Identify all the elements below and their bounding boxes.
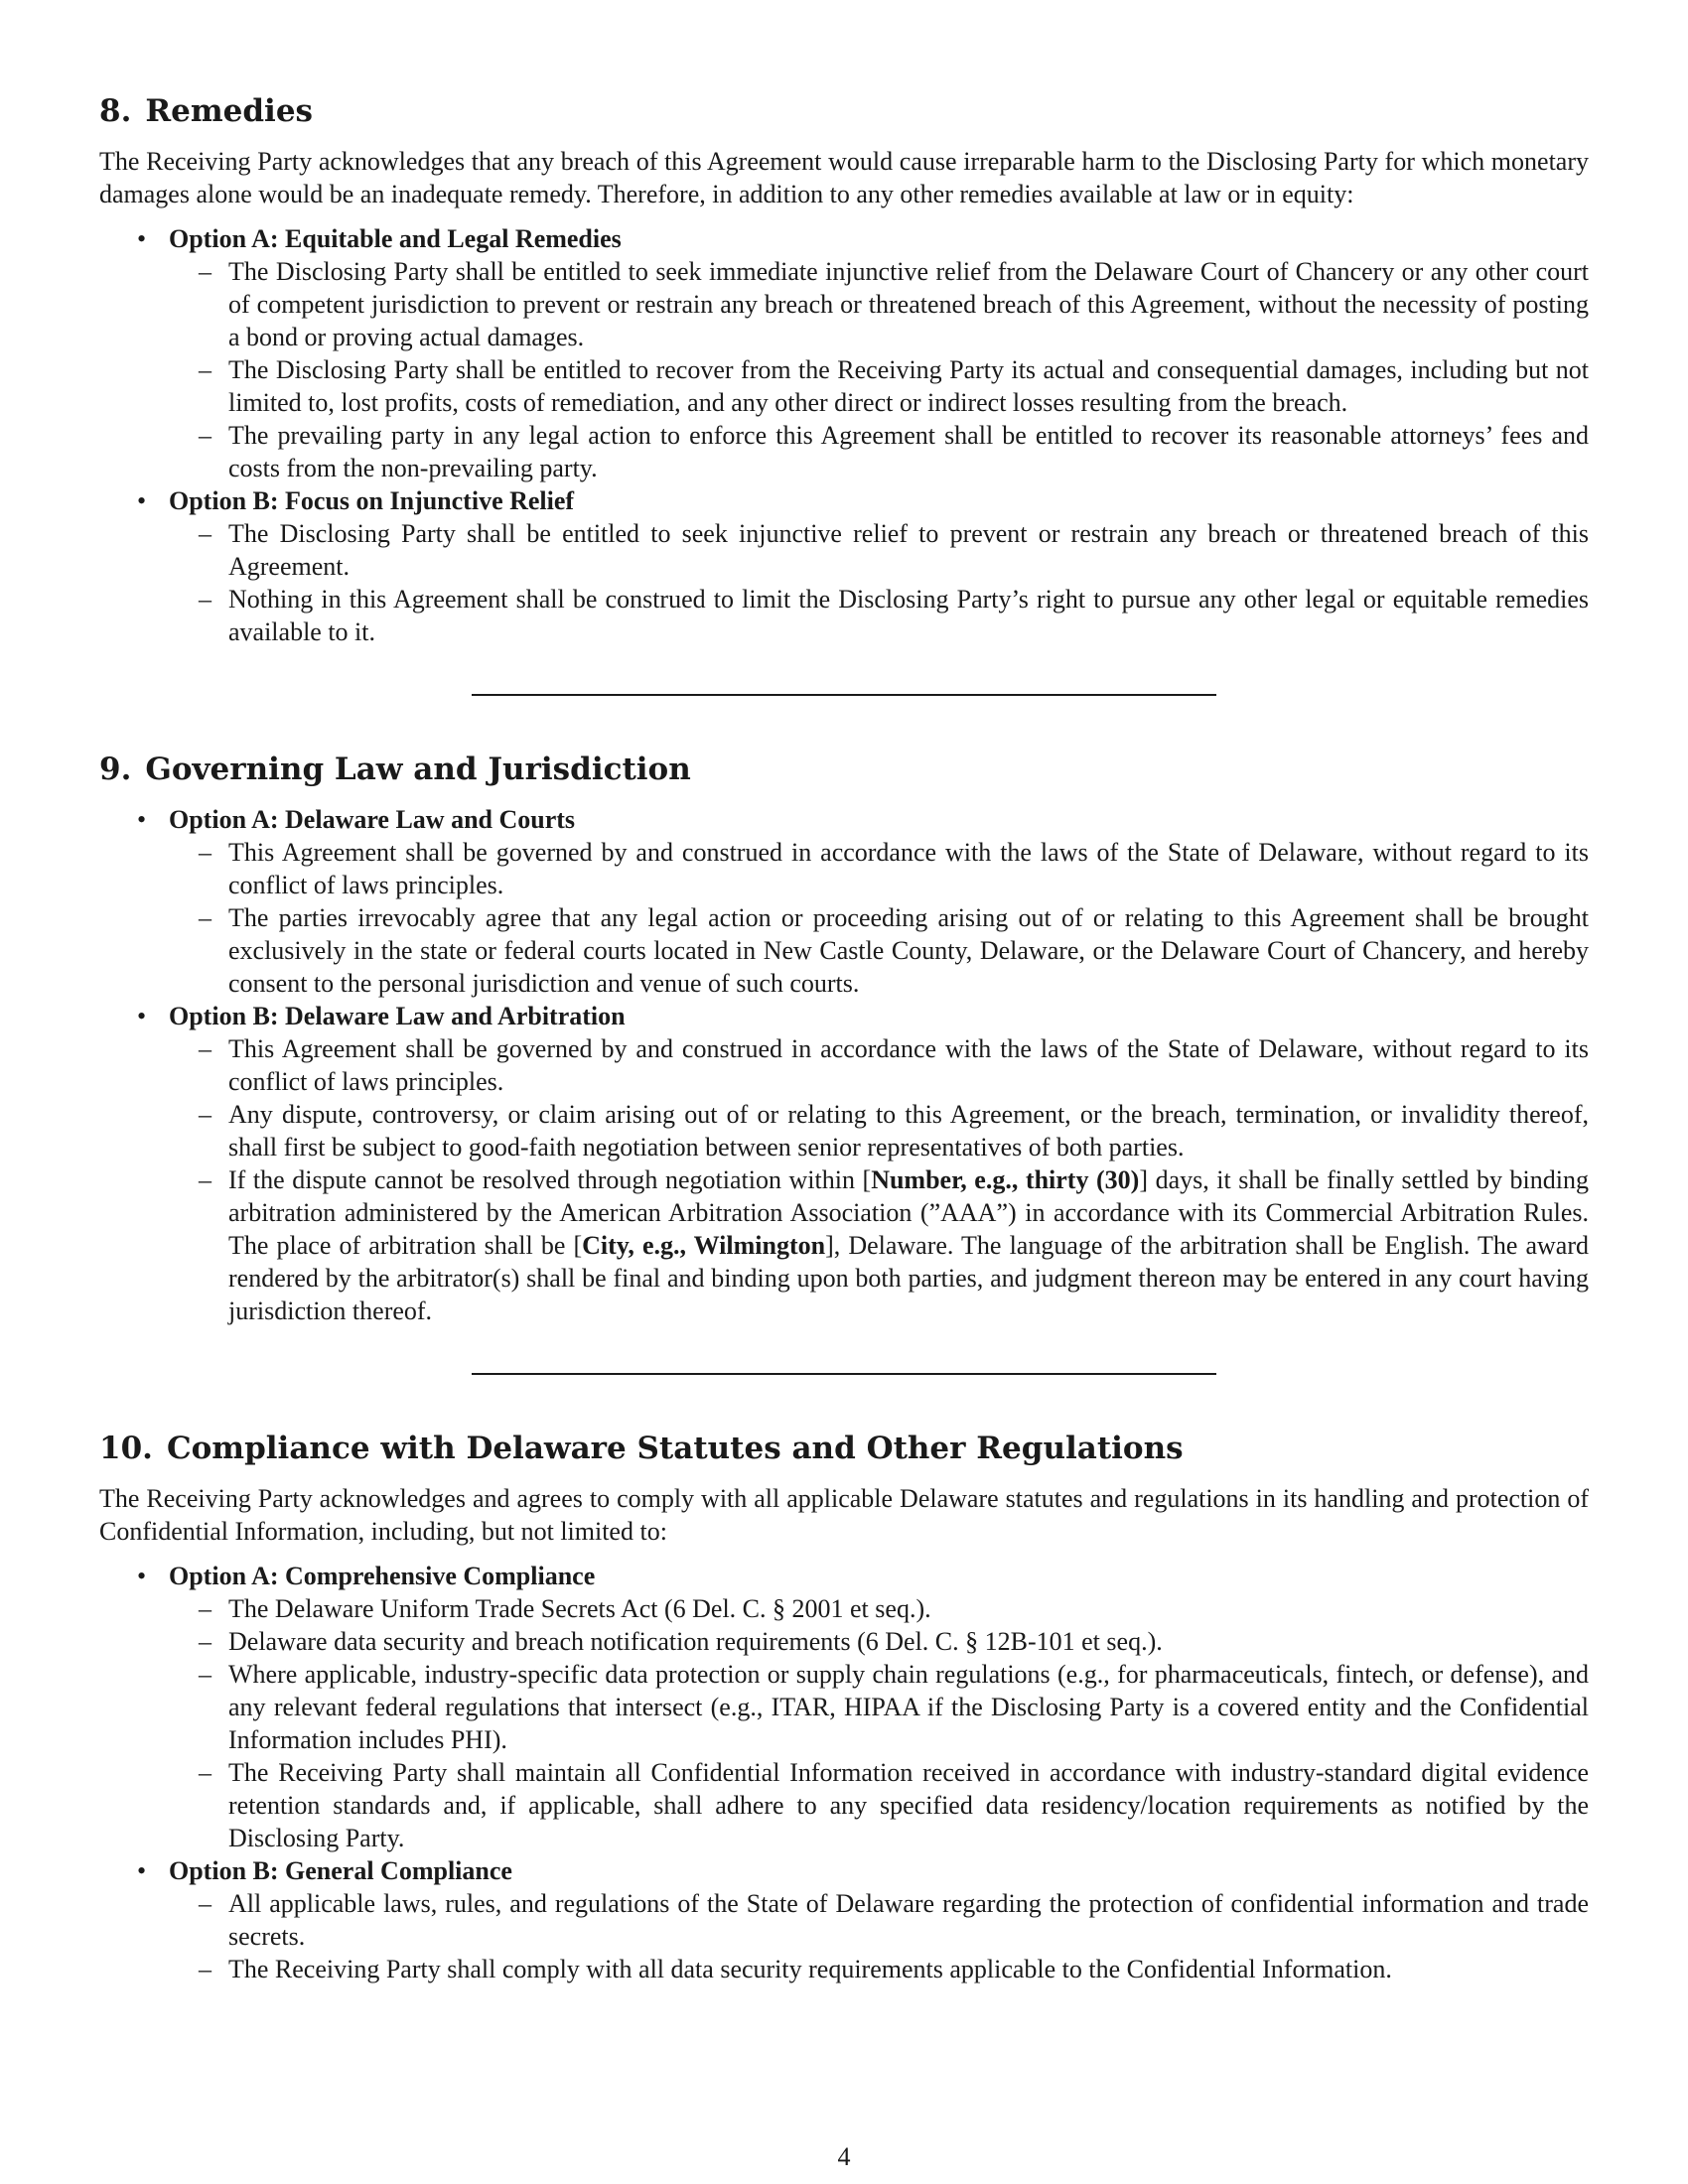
option-title: Option A: Equitable and Legal Remedies <box>169 224 622 253</box>
sub-list <box>169 255 1589 484</box>
option-b <box>99 1000 1589 1327</box>
sub-item: – This Agreement shall be governed by and construed in accordance with the laws of the State of Delaware, without regard to its conflict of laws principles. <box>169 836 1589 901</box>
option-title: Option A: Comprehensive Compliance <box>169 1562 596 1590</box>
option-b <box>99 1854 1589 1985</box>
page-content <box>99 91 1589 1985</box>
text-run: ] days, it shall be finally settled by binding arbitration administered by the American Arbitration Association (”AAA”) in accordance with its Commercial Arbitration Rules. The place of arbitration shall be [ <box>228 1165 1589 1260</box>
text-run: If the dispute cannot be resolved through negotiation within [ <box>228 1165 872 1194</box>
section-number: 9. <box>99 751 132 787</box>
option-title: Option B: General Compliance <box>169 1856 512 1885</box>
section-intro: The Receiving Party acknowledges that any breach of this Agreement would cause irreparable harm to the Disclosing Party for which monetary damages alone would be an inadequate remedy. Therefore, in addition to any other remedies available at law or in equity: <box>99 147 1589 208</box>
option-list <box>99 803 1589 1327</box>
sub-list <box>169 1887 1589 1985</box>
sub-item: – The Disclosing Party shall be entitled to seek immediate injunctive relief from the Delaware Court of Chancery or any other court of competent jurisdiction to prevent or restrain any breach or threatened breach of this Agreement, without the necessity of posting a bond or proving actual damages. <box>169 255 1589 353</box>
placeholder-city: City, e.g., Wilmington <box>582 1231 826 1260</box>
section-title: Compliance with Delaware Statutes and Other Regulations <box>166 1431 1184 1466</box>
section-number: 8. <box>99 93 132 129</box>
section-divider <box>472 694 1216 696</box>
sub-item-arbitration <box>169 1163 1589 1327</box>
section-title: Remedies <box>145 93 314 129</box>
section-intro: The Receiving Party acknowledges and agrees to comply with all applicable Delaware statutes and regulations in its handling and protection of Confidential Information, including, but not limited to: <box>99 1484 1589 1546</box>
sub-item: – All applicable laws, rules, and regulations of the State of Delaware regarding the protection of confidential information and trade secrets. <box>169 1887 1589 1953</box>
sub-item: – The Disclosing Party shall be entitled to seek injunctive relief to prevent or restrain any breach or threatened breach of this Agreement. <box>169 517 1589 583</box>
sub-item: – The Delaware Uniform Trade Secrets Act (6 Del. C. § 2001 et seq.). <box>169 1592 1589 1625</box>
sub-list <box>169 517 1589 648</box>
option-title: Option B: Focus on Injunctive Relief <box>169 486 575 515</box>
option-title: Option B: Delaware Law and Arbitration <box>169 1002 626 1030</box>
text-run: ], Delaware. The language of the arbitration shall be English. The award rendered by the arbitrator(s) shall be final and binding upon both parties, and judgment thereon may be entered in any court having jurisdiction thereof. <box>228 1231 1589 1325</box>
placeholder-number: Number, e.g., thirty (30) <box>871 1165 1140 1194</box>
sub-item: – The Receiving Party shall maintain all Confidential Information received in accordance with industry-standard digital evidence retention standards and, if applicable, shall adhere to any specified data residency/location requirements as notified by the Disclosing Party. <box>169 1756 1589 1854</box>
page-number: 4 <box>837 2142 851 2171</box>
option-list <box>99 222 1589 648</box>
section-heading <box>99 91 1589 131</box>
sub-item: – The parties irrevocably agree that any legal action or proceeding arising out of or relating to this Agreement shall be brought exclusively in the state or federal courts located in New Castle County, Delaware, or the Delaware Court of Chancery, and hereby consent to the personal jurisdiction and venue of such courts. <box>169 901 1589 1000</box>
sub-item: – The Disclosing Party shall be entitled to recover from the Receiving Party its actual and consequential damages, including but not limited to, lost profits, costs of remediation, and any other direct or indirect losses resulting from the breach. <box>169 353 1589 419</box>
sub-item: – The Receiving Party shall comply with all data security requirements applicable to the Confidential Information. <box>169 1953 1589 1985</box>
option-a <box>99 803 1589 1000</box>
sub-list <box>169 836 1589 1000</box>
sub-item: – Any dispute, controversy, or claim arising out of or relating to this Agreement, or the breach, termination, or invalidity thereof, shall first be subject to good-faith negotiation between senior representatives of both parties. <box>169 1098 1589 1163</box>
section-compliance <box>99 1429 1589 1985</box>
option-title: Option A: Delaware Law and Courts <box>169 805 576 834</box>
section-divider <box>472 1373 1216 1375</box>
option-list <box>99 1560 1589 1985</box>
sub-list <box>169 1592 1589 1854</box>
sub-item: – This Agreement shall be governed by and construed in accordance with the laws of the State of Delaware, without regard to its conflict of laws principles. <box>169 1032 1589 1098</box>
section-governing-law <box>99 750 1589 1327</box>
sub-list <box>169 1032 1589 1327</box>
sub-item: – Nothing in this Agreement shall be construed to limit the Disclosing Party’s right to pursue any other legal or equitable remedies available to it. <box>169 583 1589 648</box>
section-remedies <box>99 91 1589 648</box>
sub-item: – Where applicable, industry-specific data protection or supply chain regulations (e.g., for pharmaceuticals, fintech, or defense), and any relevant federal regulations that intersect (e.g., ITAR, HIPAA if the Disclosing Party is a covered entity and the Confidential Information includes PHI). <box>169 1658 1589 1756</box>
section-heading <box>99 750 1589 789</box>
section-heading <box>99 1429 1589 1468</box>
option-a <box>99 222 1589 484</box>
option-a <box>99 1560 1589 1854</box>
section-number: 10. <box>99 1431 153 1466</box>
sub-item: – Delaware data security and breach notification requirements (6 Del. C. § 12B-101 et seq.). <box>169 1625 1589 1658</box>
option-b <box>99 484 1589 648</box>
sub-item: – The prevailing party in any legal action to enforce this Agreement shall be entitled to recover its reasonable attorneys’ fees and costs from the non-prevailing party. <box>169 419 1589 484</box>
section-title: Governing Law and Jurisdiction <box>145 751 691 787</box>
